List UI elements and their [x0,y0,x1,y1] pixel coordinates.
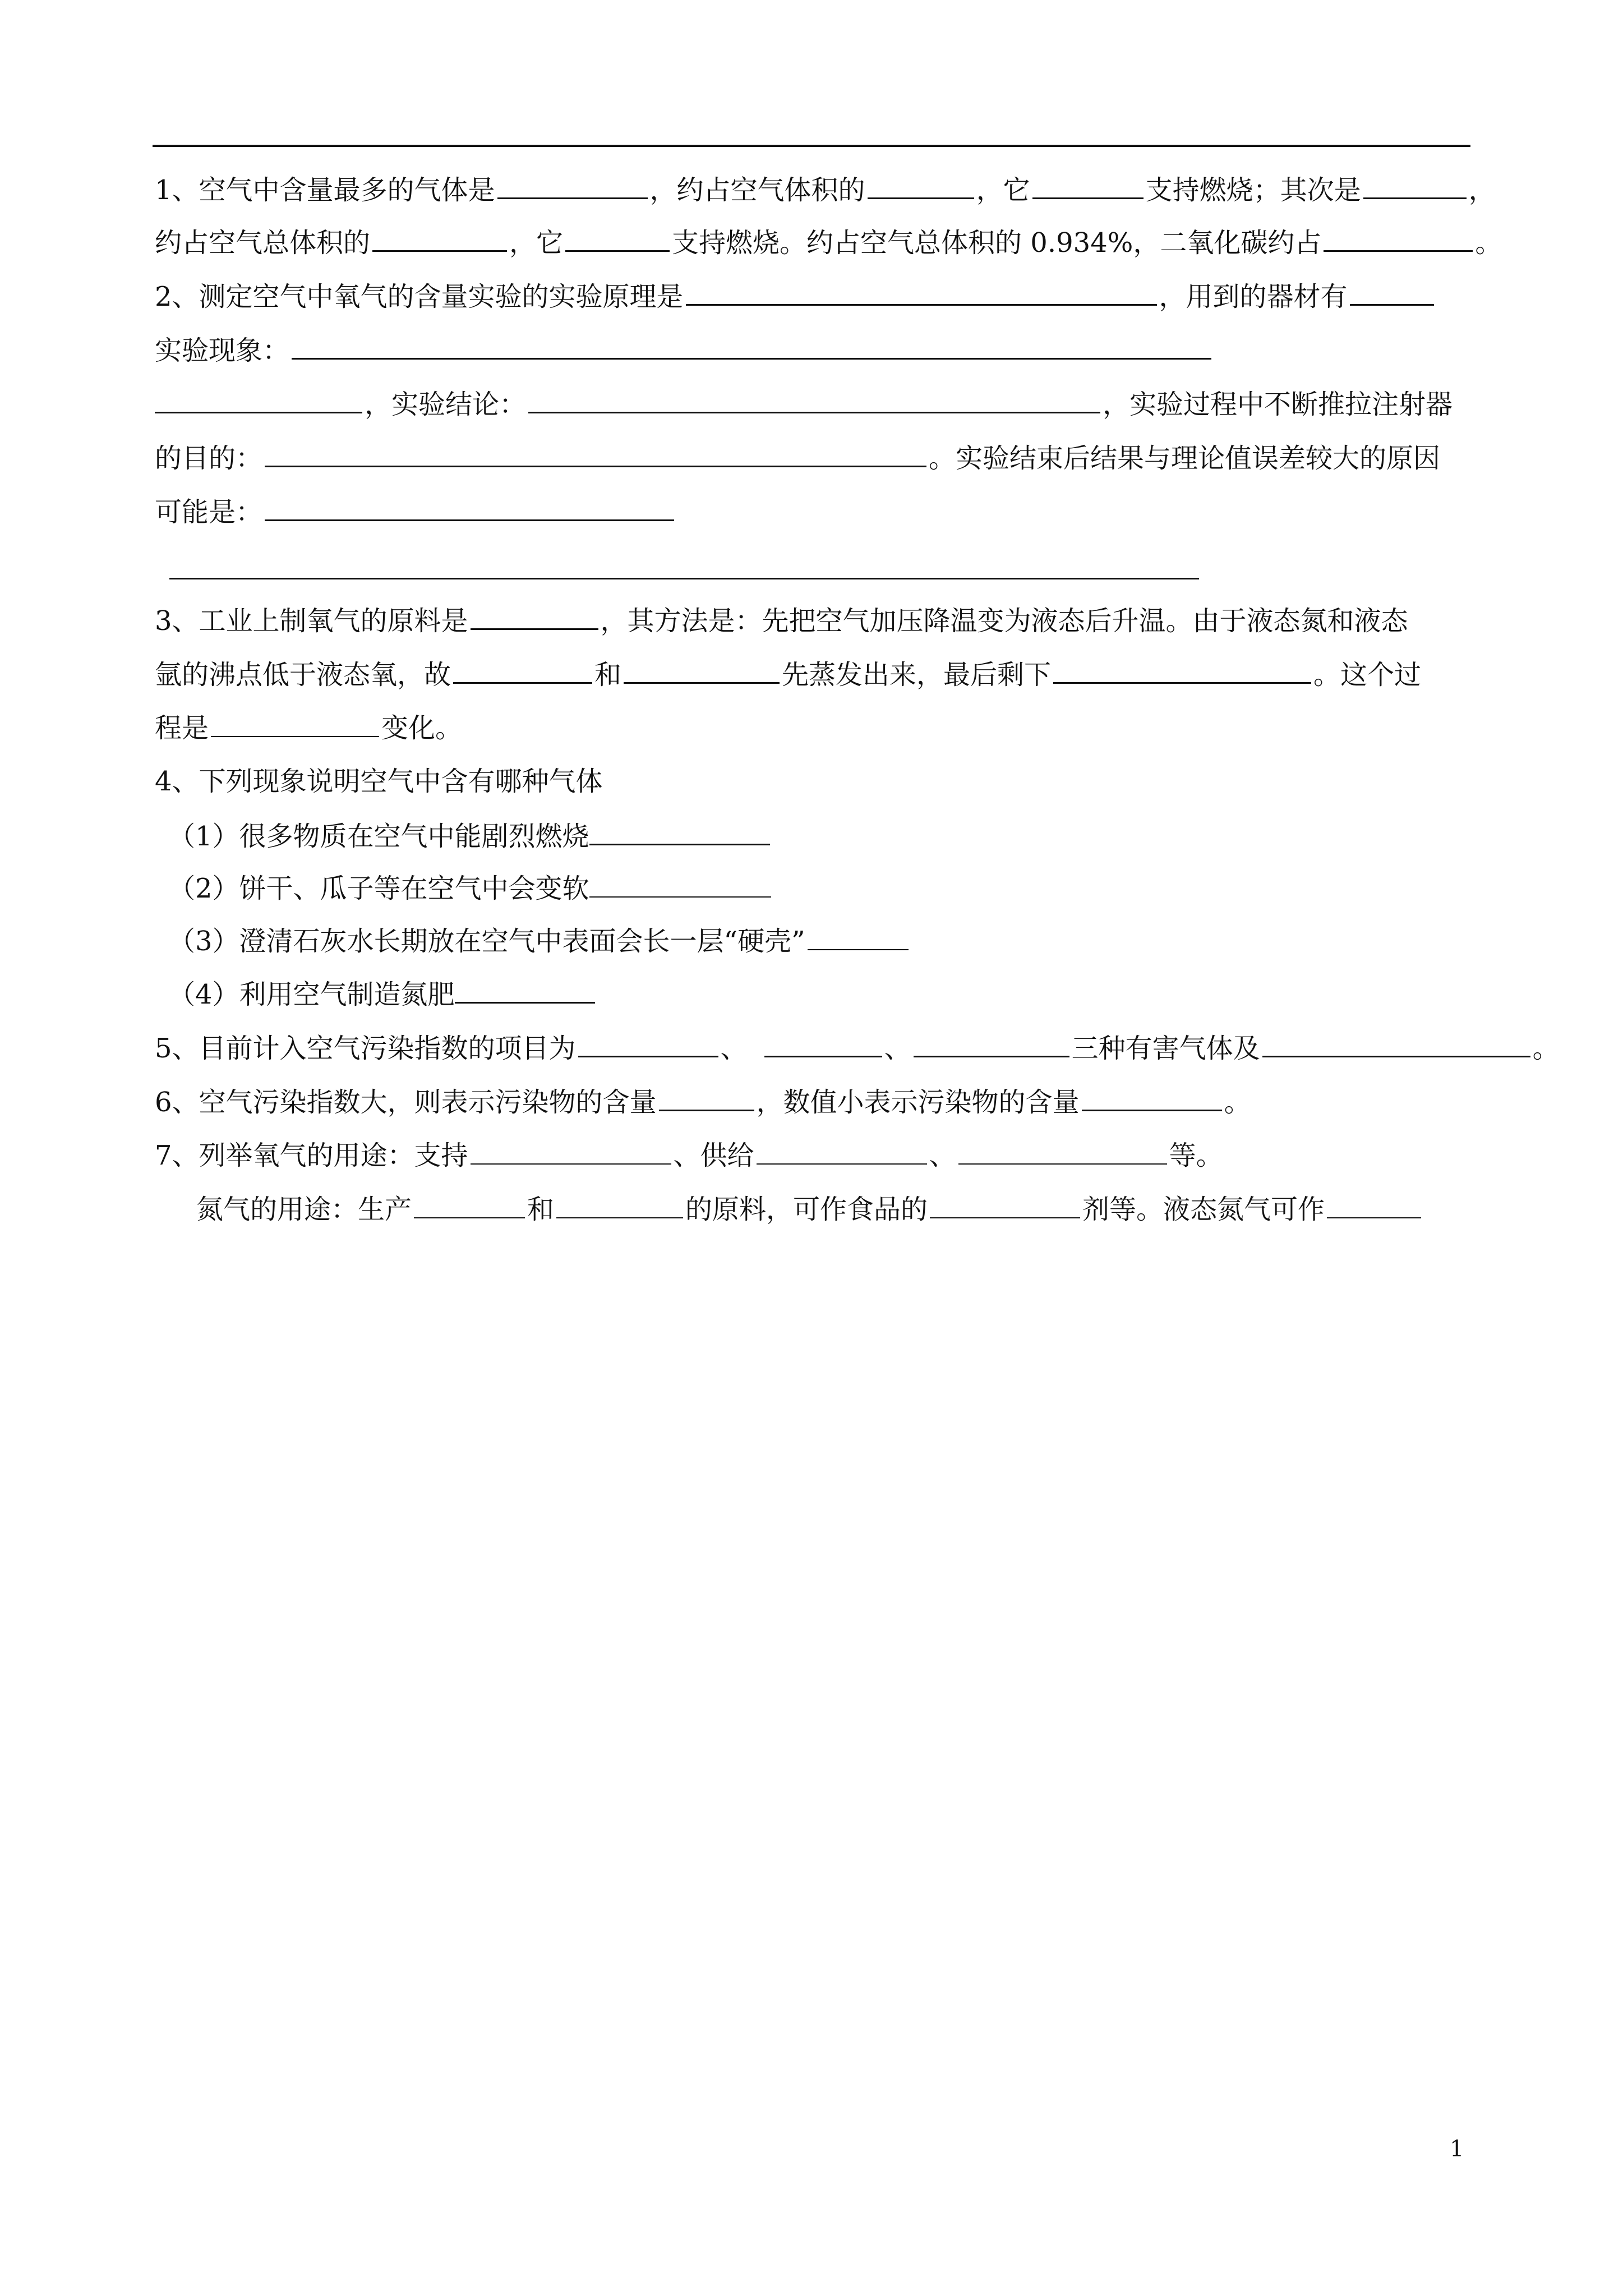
q5-line [155,1027,1560,1068]
q4-item-text: （3）澄清石灰水长期放在空气中表面会长一层“硬壳” [168,926,805,957]
q2-line2 [155,329,1214,370]
answer-blank[interactable] [589,815,770,845]
q6-text: ，数值小表示污染物的含量 [756,1087,1080,1118]
answer-blank[interactable] [1327,1188,1421,1218]
q2-text: 可能是： [155,496,263,528]
answer-blank[interactable] [930,1188,1080,1218]
q3-text: 程是 [155,712,209,744]
q7-text: 等。 [1169,1140,1223,1171]
page-number: 1 [1450,2136,1464,2162]
q1-text: ，它 [509,227,564,259]
q3-text: ，其方法是：先把空气加压降温变为液态后升温。由于液态氮和液态 [600,605,1408,637]
q4-item-text: （4）利用空气制造氮肥 [168,979,455,1010]
q4-item-3 [168,920,911,961]
q2-text: 实验现象： [155,335,290,366]
answer-blank[interactable] [757,1134,927,1165]
answer-blank[interactable] [265,436,926,467]
answer-blank[interactable] [455,973,595,1004]
answer-blank[interactable] [497,168,648,199]
q5-text: 、 [720,1033,748,1064]
answer-blank[interactable] [1053,653,1311,684]
answer-blank[interactable] [565,221,670,252]
q4-item-text: （2）饼干、瓜子等在空气中会变软 [168,873,589,904]
q2-text: 。实验结束后结果与理论值误差较大的原因 [929,443,1441,474]
answer-blank[interactable] [1324,221,1473,252]
answer-blank[interactable] [453,653,592,684]
q4-item-text: （1）很多物质在空气中能剧烈燃烧 [168,821,589,852]
answer-blank[interactable] [372,221,507,252]
q5-text: 三种有害气体及 [1071,1033,1260,1064]
answer-blank[interactable] [686,275,1157,306]
q7-line1 [155,1134,1223,1176]
q4-title [155,761,603,802]
answer-blank[interactable] [808,920,909,950]
q7-text: 和 [527,1194,555,1225]
q2-line3 [155,383,1453,424]
q1-text: 支持燃烧；其次是 [1145,174,1361,206]
q2-text: 2、测定空气中氧气的含量实验的实验原理是 [155,281,684,312]
q1-text: 支持燃烧。约占空气总体积的 0.934%，二氧化碳约占 [672,227,1322,259]
q3-text: 变化。 [381,712,463,744]
q3-line1 [155,599,1408,641]
q5-text: 5、目前计入空气污染指数的项目为 [155,1033,576,1064]
answer-blank[interactable] [764,1027,882,1057]
answer-blank[interactable] [556,1188,683,1218]
q6-line [155,1080,1251,1122]
q3-line3 [155,707,462,748]
answer-blank[interactable] [578,1027,718,1057]
answer-line[interactable] [169,578,1199,579]
answer-blank[interactable] [1032,168,1144,199]
q4-text: 4、下列现象说明空气中含有哪种气体 [155,766,603,797]
q2-line1 [155,275,1436,316]
q7-text: 氮气的用途：生产 [196,1194,412,1225]
answer-blank[interactable] [471,1134,671,1165]
q6-text: 6、空气污染指数大，则表示污染物的含量 [155,1087,657,1118]
q2-text: 的目的： [155,443,263,474]
q3-text: 氩的沸点低于液态氧，故 [155,659,451,691]
q7-text: 、供给 [673,1140,754,1171]
q2-line4 [155,436,1440,478]
q1-text: ，它 [976,174,1030,206]
answer-blank[interactable] [528,383,1100,413]
q2-text: ，用到的器材有 [1159,281,1348,312]
q7-line2 [196,1188,1423,1230]
answer-blank[interactable] [868,168,974,199]
q1-line1 [155,168,1496,210]
answer-blank[interactable] [659,1080,754,1111]
q1-text: 。 [1475,227,1502,259]
q3-text: 先蒸发出来，最后剩下 [782,659,1052,691]
q1-text: ，约占空气体积的 [649,174,865,206]
q1-text: 约占空气总体积的 [155,227,371,259]
answer-blank[interactable] [589,867,771,898]
answer-blank[interactable] [292,329,1211,360]
q1-text: 1、空气中含量最多的气体是 [155,174,495,206]
answer-blank[interactable] [155,383,362,413]
q3-text: 。这个过 [1313,659,1422,691]
q3-text: 和 [594,659,622,691]
q2-line5 [155,490,676,532]
q7-text: 、 [929,1140,956,1171]
q1-text: ， [1468,174,1496,206]
q4-item-1 [168,815,772,856]
q2-text: ，实验过程中不断推拉注射器 [1103,389,1453,420]
q7-text: 剂等。液态氮气可作 [1082,1194,1325,1225]
answer-blank[interactable] [1350,275,1434,306]
answer-blank[interactable] [265,490,674,521]
q2-text: ，实验结论： [365,389,527,420]
answer-blank[interactable] [1363,168,1467,199]
q6-text: 。 [1224,1087,1251,1118]
q3-line2 [155,653,1421,694]
answer-blank[interactable] [1262,1027,1530,1057]
q5-text: 。 [1532,1033,1560,1064]
answer-blank[interactable] [414,1188,525,1218]
q4-item-4 [168,973,597,1014]
answer-blank[interactable] [624,653,780,684]
answer-blank[interactable] [211,707,379,737]
header-rule [153,145,1470,147]
q7-text: 7、列举氧气的用途：支持 [155,1140,468,1171]
answer-blank[interactable] [471,599,598,630]
answer-blank[interactable] [914,1027,1069,1057]
answer-blank[interactable] [1082,1080,1222,1111]
q1-line2 [155,221,1502,263]
answer-blank[interactable] [958,1134,1167,1165]
q5-text: 、 [884,1033,911,1064]
q7-text: 的原料，可作食品的 [685,1194,928,1225]
q3-text: 3、工业上制氧气的原料是 [155,605,468,637]
q4-item-2 [168,867,773,909]
